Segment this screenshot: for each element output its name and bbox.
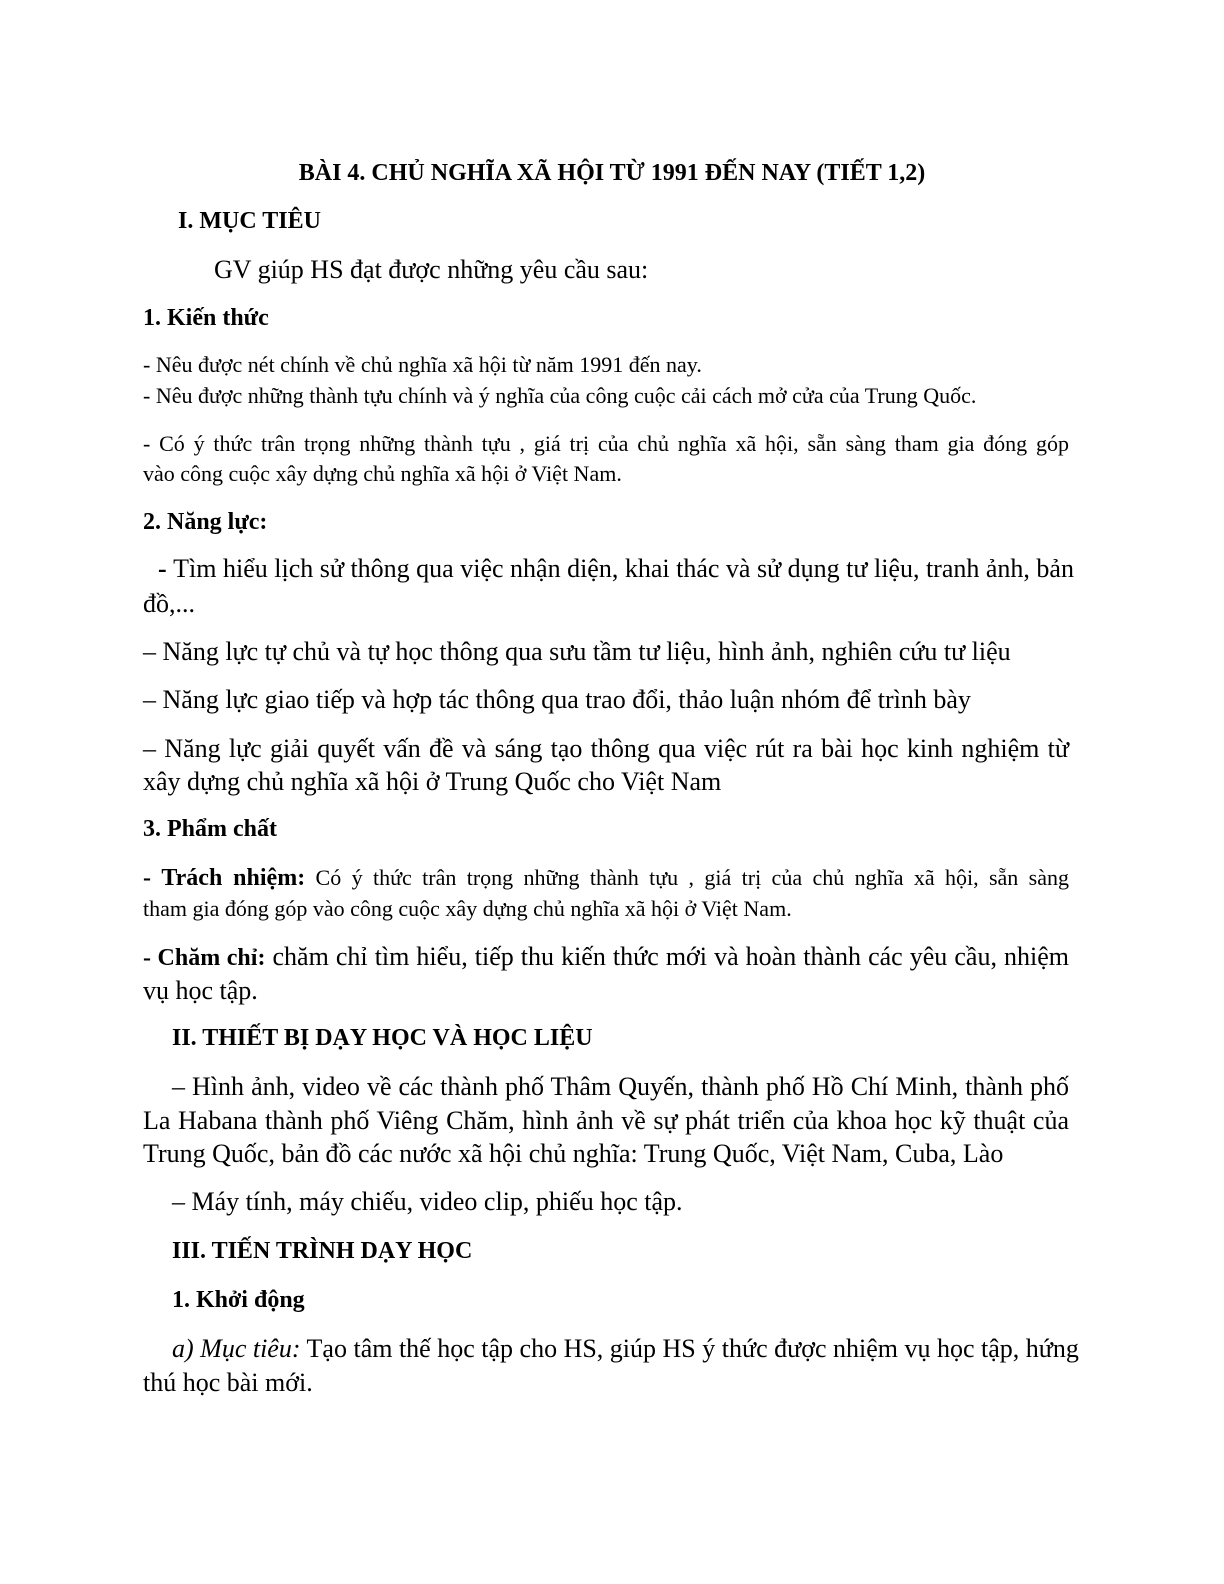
- competence-item: – Năng lực giao tiếp và hợp tác thông qua trao đổi, thảo luận nhóm để trình bày: [143, 685, 971, 714]
- section-heading-process: III. TIẾN TRÌNH DẠY HỌC: [172, 1238, 473, 1264]
- equipment-item-continuation: Trung Quốc, bản đồ các nước xã hội chủ nghĩa: Trung Quốc, Việt Nam, Cuba, Lào: [143, 1139, 1004, 1168]
- competence-heading: 2. Năng lực:: [143, 509, 268, 535]
- competence-item: [158, 554, 1074, 584]
- equipment-item-continuation: La Habana thành phố Viêng Chăm, hình ảnh về sự phát triển của khoa học kỹ thuật của: [143, 1106, 1069, 1135]
- objectives-intro: GV giúp HS đạt được những yêu cầu sau:: [214, 255, 649, 284]
- knowledge-item: - Nêu được nét chính về chủ nghĩa xã hội từ năm 1991 đến nay.: [143, 352, 702, 377]
- quality-label: - Trách nhiệm:: [143, 865, 306, 891]
- qualities-heading: 3. Phẩm chất: [143, 816, 277, 842]
- competence-item: – Năng lực tự chủ và tự học thông qua sưu tầm tư liệu, hình ảnh, nghiên cứu tư liệu: [143, 637, 1011, 666]
- warmup-objective: [172, 1334, 1079, 1364]
- knowledge-item: - Có ý thức trân trọng những thành tựu , giá trị của chủ nghĩa xã hội, sẵn sàng tham gia đóng góp: [143, 431, 1069, 456]
- competence-item-text: Tìm hiểu lịch sử thông qua việc nhận diện, khai thác và sử dụng tư liệu, tranh ảnh, bản: [173, 554, 1074, 583]
- competence-item: – Năng lực giải quyết vấn đề và sáng tạo thông qua việc rút ra bài học kinh nghiệm từ: [143, 734, 1069, 763]
- objective-text-continuation: thú học bài mới.: [143, 1368, 313, 1397]
- equipment-item: – Hình ảnh, video về các thành phố Thâm Quyến, thành phố Hồ Chí Minh, thành phố: [172, 1072, 1069, 1101]
- objective-label: a) Mục tiêu:: [172, 1334, 301, 1363]
- equipment-item: – Máy tính, máy chiếu, video clip, phiếu học tập.: [172, 1187, 683, 1216]
- knowledge-item: - Nêu được những thành tựu chính và ý nghĩa của công cuộc cải cách mở cửa của Trung Quốc.: [143, 383, 977, 408]
- knowledge-item: vào công cuộc xây dựng chủ nghĩa xã hội ở Việt Nam.: [143, 461, 622, 486]
- competence-dash: -: [158, 554, 174, 583]
- section-heading-objectives: I. MỤC TIÊU: [178, 208, 321, 234]
- competence-item-continuation: đồ,...: [143, 589, 195, 618]
- quality-text-continuation: vụ học tập.: [143, 976, 258, 1005]
- quality-diligence: [143, 942, 1069, 972]
- quality-label: - Chăm chỉ:: [143, 945, 266, 971]
- objective-text: Tạo tâm thế học tập cho HS, giúp HS ý thức được nhiệm vụ học tập, hứng: [300, 1334, 1079, 1363]
- quality-text: chăm chỉ tìm hiểu, tiếp thu kiến thức mới và hoàn thành các yêu cầu, nhiệm: [265, 942, 1069, 971]
- page-title: BÀI 4. CHỦ NGHĨA XÃ HỘI TỪ 1991 ĐẾN NAY (TIẾT 1,2): [298, 160, 926, 186]
- quality-text-continuation: tham gia đóng góp vào công cuộc xây dựng chủ nghĩa xã hội ở Việt Nam.: [143, 896, 792, 921]
- competence-item-continuation: xây dựng chủ nghĩa xã hội ở Trung Quốc cho Việt Nam: [143, 767, 722, 796]
- knowledge-heading: 1. Kiến thức: [143, 305, 269, 331]
- quality-responsibility: [143, 865, 1069, 892]
- warmup-heading: 1. Khởi động: [172, 1287, 305, 1313]
- section-heading-equipment: II. THIẾT BỊ DẠY HỌC VÀ HỌC LIỆU: [172, 1025, 593, 1051]
- quality-text: Có ý thức trân trọng những thành tựu , giá trị của chủ nghĩa xã hội, sẵn sàng: [305, 865, 1069, 890]
